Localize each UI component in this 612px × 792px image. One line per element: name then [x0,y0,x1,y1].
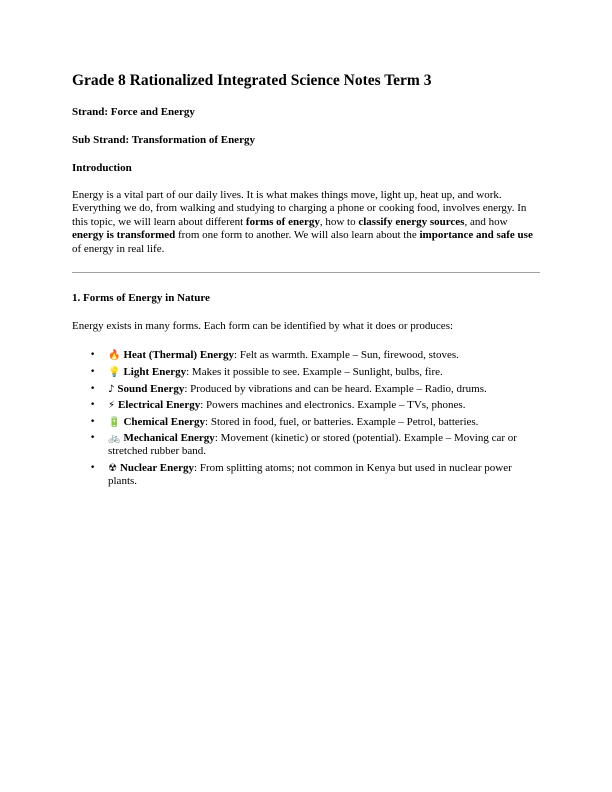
list-item-mechanical-energy [90,432,540,458]
introduction-paragraph [72,189,540,256]
strand-heading: Strand: Force and Energy [72,106,195,118]
item-description: : Stored in food, fuel, or batteries. Example – Petrol, batteries. [205,415,479,428]
introduction-heading: Introduction [72,162,132,174]
bicycle-icon: 🚲 [108,433,121,445]
intro-bold-forms-of-energy: forms of energy [245,215,320,228]
intro-text-1: Energy is a vital part of our daily lives. It is what makes things move, light up, heat up, and work. Everything we do, from walking and studying to charging a phone or cooking food, involves energy. In this topic, we will learn about different [72,189,527,228]
item-term: Heat (Thermal) Energy [123,349,235,362]
intro-text-2: , how to [319,215,359,228]
list-item-electrical-energy [90,399,540,412]
list-item-sound-energy [90,383,540,396]
bullet-icon: • [90,350,96,361]
bullet-icon: • [90,433,96,444]
item-description: : Makes it possible to see. Example – Sunlight, bulbs, fire. [186,366,443,379]
item-description: : From splitting atoms; not common in Kenya but used in nuclear power plants. [108,462,512,487]
item-term: Nuclear Energy [119,462,195,474]
forms-of-energy-list [72,349,540,488]
item-term: Sound Energy [117,382,185,395]
music-note-icon: ♪ [108,383,115,395]
bullet-icon: • [90,367,96,378]
bullet-icon: • [90,400,96,411]
intro-text-5: of energy in real life. [72,242,165,255]
battery-icon: 🔋 [108,416,121,428]
section-divider [72,272,540,273]
item-term: Chemical Energy [123,415,206,428]
intro-bold-classify-energy-sources: classify energy sources [358,215,465,228]
item-term: Mechanical Energy [123,432,215,445]
intro-text-4: from one form to another. We will also learn about the [175,229,420,242]
list-item-chemical-energy [90,416,540,429]
item-term: Electrical Energy [118,399,201,412]
radioactive-icon: ☢ [108,463,117,474]
list-item-light-energy [90,366,540,379]
list-item-nuclear-energy [90,462,540,488]
section-heading-forms-of-energy: 1. Forms of Energy in Nature [72,292,210,305]
sub-strand-heading: Sub Strand: Transformation of Energy [72,134,255,146]
flame-icon: 🔥 [108,350,121,362]
item-description: : Felt as warmth. Example – Sun, firewood, stoves. [234,349,459,362]
lightning-icon: ⚡ [108,400,116,412]
page-title: Grade 8 Rationalized Integrated Science Notes Term 3 [72,72,432,89]
section-lead-paragraph: Energy exists in many forms. Each form can be identified by what it does or produces: [72,320,454,333]
item-description: : Powers machines and electronics. Example – TVs, phones. [200,399,466,412]
list-item-heat-energy [90,349,540,362]
intro-bold-importance-safe-use: importance and safe use [419,229,533,242]
lightbulb-icon: 💡 [108,367,121,379]
item-description: : Produced by vibrations and can be heard. Example – Radio, drums. [184,382,487,395]
bullet-icon: • [90,383,96,394]
item-term: Light Energy [123,366,187,379]
item-description: : Movement (kinetic) or stored (potential). Example – Moving car or stretched rubber band. [108,432,517,458]
intro-bold-energy-transformed: energy is transformed [72,229,176,242]
bullet-icon: • [90,463,96,473]
intro-text-3: , and how [464,215,508,228]
bullet-icon: • [90,416,96,427]
